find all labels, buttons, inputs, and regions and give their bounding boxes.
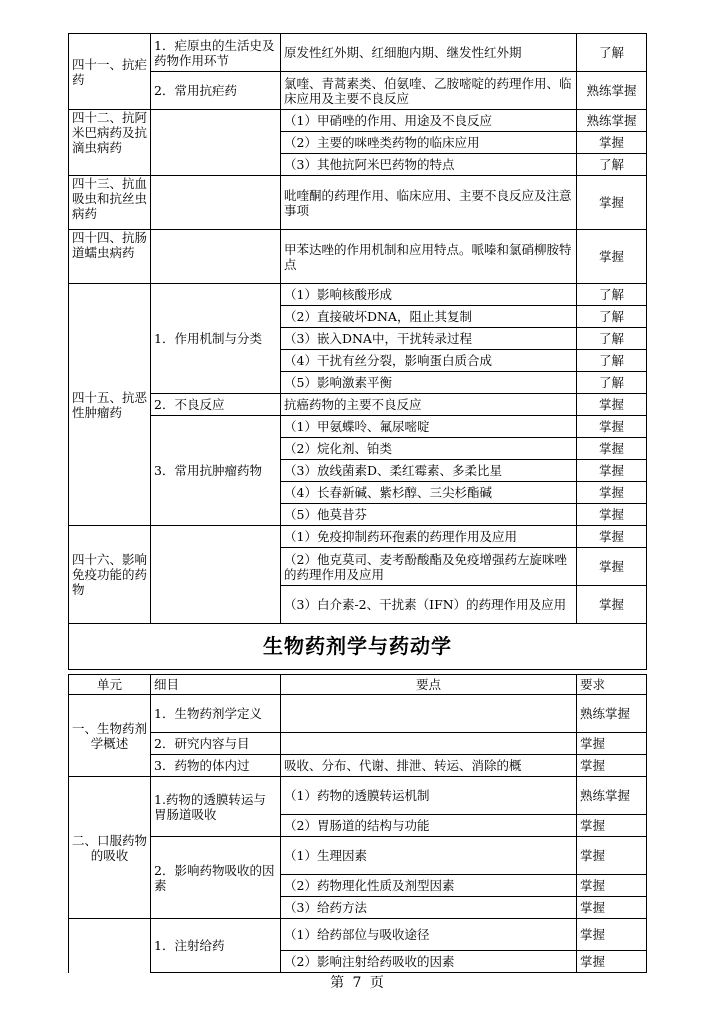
header-points: 要点	[281, 675, 577, 695]
points-cell: 抗癌药物的主要不良反应	[281, 394, 577, 416]
table-row	[69, 755, 647, 777]
requirement-cell: 掌握	[577, 504, 647, 526]
points-cell: （3）白介素-2、干扰素（IFN）的药理作用及应用	[281, 586, 577, 624]
requirement-cell: 掌握	[577, 586, 647, 624]
requirement-cell: 掌握	[577, 132, 647, 154]
detail-cell: 1．作用机制与分类	[151, 284, 281, 394]
biopharmaceutics-table	[68, 674, 647, 973]
table-row	[69, 526, 647, 548]
detail-cell: 2．研究内容与目	[151, 733, 281, 755]
table-row	[69, 416, 647, 438]
points-cell	[281, 733, 577, 755]
section-title-row	[69, 624, 647, 670]
points-cell: （2）烷化剂、铂类	[281, 438, 577, 460]
unit-cell	[69, 919, 151, 973]
requirement-cell: 掌握	[577, 176, 647, 230]
points-cell: 氯喹、青蒿素类、伯氨喹、乙胺嘧啶的药理作用、临床应用及主要不良反应	[281, 72, 577, 110]
points-cell: （2）药物理化性质及剂型因素	[281, 875, 577, 897]
points-cell: （2）直接破坏DNA，阻止其复制	[281, 306, 577, 328]
table-row	[69, 284, 647, 306]
requirement-cell: 掌握	[577, 755, 647, 777]
requirement-cell: 熟练掌握	[577, 72, 647, 110]
detail-cell	[151, 176, 281, 230]
points-cell: 吸收、分布、代谢、排泄、转运、消除的概	[281, 755, 577, 777]
requirement-cell: 掌握	[577, 548, 647, 586]
detail-cell	[151, 230, 281, 284]
requirement-cell: 掌握	[577, 897, 647, 919]
points-cell: （3）其他抗阿米巴药物的特点	[281, 154, 577, 176]
table-row	[69, 110, 647, 132]
requirement-cell: 掌握	[577, 394, 647, 416]
detail-cell	[151, 110, 281, 176]
points-cell: （4）长春新碱、紫杉醇、三尖杉酯碱	[281, 482, 577, 504]
requirement-cell: 了解	[577, 328, 647, 350]
requirement-cell: 掌握	[577, 526, 647, 548]
requirement-cell: 掌握	[577, 230, 647, 284]
detail-cell: 1．生物药剂学定义	[151, 695, 281, 733]
points-cell	[281, 695, 577, 733]
points-cell: （2）主要的咪唑类药物的临床应用	[281, 132, 577, 154]
requirement-cell: 了解	[577, 372, 647, 394]
points-cell: （1）甲氨蝶呤、氟尿嘧啶	[281, 416, 577, 438]
table-row	[69, 733, 647, 755]
requirement-cell: 掌握	[577, 837, 647, 875]
points-cell: （1）给药部位与吸收途径	[281, 919, 577, 951]
table-row	[69, 837, 647, 875]
points-cell: 甲苯达唑的作用机制和应用特点。哌嗪和氯硝柳胺特点	[281, 230, 577, 284]
points-cell: （2）他克莫司、麦考酚酸酯及免疫增强药左旋咪唑的药理作用及应用	[281, 548, 577, 586]
points-cell: 原发性红外期、红细胞内期、继发性红外期	[281, 34, 577, 72]
points-cell: （5）影响激素平衡	[281, 372, 577, 394]
unit-cell: 一、生物药剂学概述	[69, 695, 151, 777]
requirement-cell: 掌握	[577, 919, 647, 951]
detail-cell: 3．常用抗肿瘤药物	[151, 416, 281, 526]
requirement-cell: 掌握	[577, 416, 647, 438]
unit-cell: 四十六、影响免疫功能的药物	[69, 526, 151, 624]
requirement-cell: 掌握	[577, 733, 647, 755]
table-row	[69, 230, 647, 284]
table-row	[69, 176, 647, 230]
page-number: 第 7 页	[330, 975, 386, 991]
section-title: 生物药剂学与药动学	[69, 624, 647, 670]
requirement-cell: 掌握	[577, 482, 647, 504]
requirement-cell: 掌握	[577, 875, 647, 897]
unit-cell: 四十四、抗肠道蠕虫病药	[69, 230, 151, 284]
requirement-cell: 掌握	[577, 815, 647, 837]
detail-cell: 1.药物的透膜转运与胃肠道吸收	[151, 777, 281, 837]
points-cell: （1）影响核酸形成	[281, 284, 577, 306]
detail-cell: 2．常用抗疟药	[151, 72, 281, 110]
requirement-cell: 掌握	[577, 460, 647, 482]
requirement-cell: 了解	[577, 154, 647, 176]
points-cell: （1）免疫抑制药环孢素的药理作用及应用	[281, 526, 577, 548]
requirement-cell: 了解	[577, 350, 647, 372]
detail-cell: 2．影响药物吸收的因素	[151, 837, 281, 919]
detail-cell: 3．药物的体内过	[151, 755, 281, 777]
header-requirement: 要求	[577, 675, 647, 695]
unit-cell: 四十三、抗血吸虫和抗丝虫病药	[69, 176, 151, 230]
detail-cell: 1．注射给药	[151, 919, 281, 973]
points-cell: （4）干扰有丝分裂，影响蛋白质合成	[281, 350, 577, 372]
points-cell: （2）胃肠道的结构与功能	[281, 815, 577, 837]
table-row	[69, 34, 647, 72]
table-row	[69, 695, 647, 733]
pharmacology-table	[68, 33, 647, 670]
points-cell: （5）他莫昔芬	[281, 504, 577, 526]
requirement-cell: 了解	[577, 34, 647, 72]
table-row	[69, 919, 647, 951]
detail-cell: 2．不良反应	[151, 394, 281, 416]
table-row	[69, 777, 647, 815]
unit-cell: 二、口服药物的吸收	[69, 777, 151, 919]
requirement-cell: 熟练掌握	[577, 777, 647, 815]
table-row	[69, 72, 647, 110]
unit-cell: 四十一、抗疟药	[69, 34, 151, 110]
points-cell: （3）嵌入DNA中，干扰转录过程	[281, 328, 577, 350]
points-cell: （1）药物的透膜转运机制	[281, 777, 577, 815]
points-cell: （3）放线菌素D、柔红霉素、多柔比星	[281, 460, 577, 482]
requirement-cell: 掌握	[577, 951, 647, 973]
points-cell: （2）影响注射给药吸收的因素	[281, 951, 577, 973]
points-cell: （3）给药方法	[281, 897, 577, 919]
requirement-cell: 熟练掌握	[577, 110, 647, 132]
detail-cell: 1．疟原虫的生活史及药物作用环节	[151, 34, 281, 72]
points-cell: （1）生理因素	[281, 837, 577, 875]
unit-cell: 四十二、抗阿米巴病药及抗滴虫病药	[69, 110, 151, 176]
detail-cell	[151, 526, 281, 624]
header-unit: 单元	[69, 675, 151, 695]
requirement-cell: 了解	[577, 306, 647, 328]
requirement-cell: 了解	[577, 284, 647, 306]
unit-cell: 四十五、抗恶性肿瘤药	[69, 284, 151, 526]
header-detail: 细目	[151, 675, 281, 695]
requirement-cell: 熟练掌握	[577, 695, 647, 733]
points-cell: 吡喹酮的药理作用、临床应用、主要不良反应及注意事项	[281, 176, 577, 230]
header-row	[69, 675, 647, 695]
points-cell: （1）甲硝唑的作用、用途及不良反应	[281, 110, 577, 132]
requirement-cell: 掌握	[577, 438, 647, 460]
table-row	[69, 394, 647, 416]
